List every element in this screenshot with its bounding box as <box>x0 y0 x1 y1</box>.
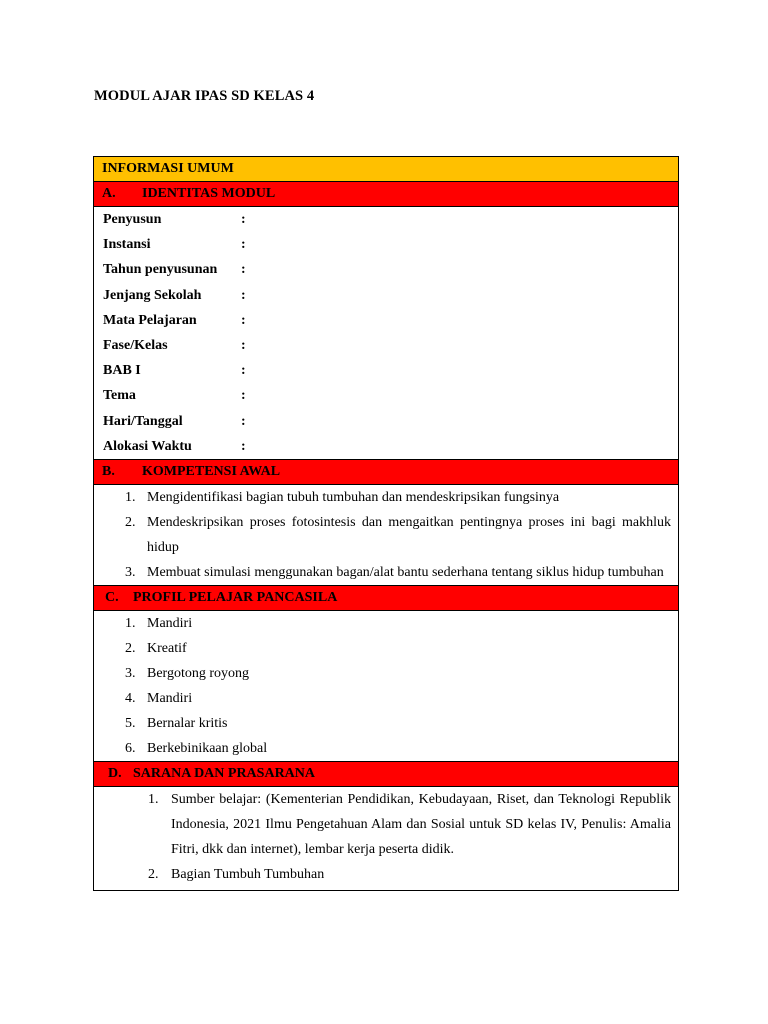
identity-row <box>94 333 678 358</box>
list-item <box>94 862 678 887</box>
section-a-letter: A. <box>102 186 116 201</box>
field-colon: : <box>241 363 246 379</box>
identity-row <box>94 207 678 232</box>
field-label: Alokasi Waktu <box>103 438 192 454</box>
list-number: 4. <box>125 690 136 706</box>
section-a-label: IDENTITAS MODUL <box>142 186 276 201</box>
list-number: 5. <box>125 715 136 731</box>
list-item <box>94 485 678 510</box>
section-d-label: SARANA DAN PRASARANA <box>133 765 316 781</box>
list-text: Bernalar kritis <box>147 715 228 731</box>
profil-pelajar-list <box>94 611 678 762</box>
list-number: 3. <box>125 665 136 681</box>
list-number: 1. <box>125 615 136 631</box>
section-c-letter: C. <box>105 589 119 605</box>
identity-row <box>94 283 678 308</box>
list-item <box>94 510 678 560</box>
list-text: Membuat simulasi menggunakan bagan/alat bantu sederhana tentang siklus hidup tumbuhan <box>147 564 664 580</box>
section-b-letter: B. <box>102 463 115 479</box>
field-label: BAB I <box>103 363 141 379</box>
identity-row <box>94 257 678 282</box>
field-colon: : <box>241 413 246 429</box>
list-text: Bergotong royong <box>147 665 250 681</box>
list-text: Mandiri <box>147 690 193 706</box>
identity-row <box>94 308 678 333</box>
field-label: Mata Pelajaran <box>103 312 197 328</box>
list-text: Mendeskripsikan proses fotosintesis dan mengaitkan pentingnya proses ini bagi makhluk hidup <box>147 514 671 555</box>
field-label: Tahun penyusunan <box>103 262 218 278</box>
section-d-letter: D. <box>108 765 122 781</box>
field-label: Tema <box>103 388 136 404</box>
field-colon: : <box>241 287 246 303</box>
module-info-table <box>93 156 679 891</box>
field-colon: : <box>241 212 246 227</box>
list-number: 6. <box>125 740 136 756</box>
list-number: 2. <box>125 514 136 530</box>
list-text: Mengidentifikasi bagian tubuh tumbuhan dan mendeskripsikan fungsinya <box>147 489 560 505</box>
list-number: 1. <box>125 489 136 505</box>
list-item <box>94 560 678 585</box>
field-colon: : <box>241 337 246 353</box>
field-colon: : <box>241 262 246 278</box>
identity-fields <box>94 207 678 460</box>
list-item <box>94 787 678 862</box>
field-colon: : <box>241 388 246 404</box>
document-title: MODUL AJAR IPAS SD KELAS 4 <box>94 88 315 104</box>
identity-row <box>94 383 678 408</box>
list-text: Bagian Tumbuh Tumbuhan <box>171 866 325 882</box>
list-item <box>94 686 678 711</box>
list-item <box>94 711 678 736</box>
list-text: Kreatif <box>147 640 187 656</box>
section-a-header <box>94 182 678 207</box>
section-b-label: KOMPETENSI AWAL <box>142 463 281 479</box>
list-number: 2. <box>125 640 136 656</box>
kompetensi-awal-list <box>94 485 678 586</box>
field-label: Penyusun <box>103 212 162 227</box>
list-item <box>94 636 678 661</box>
list-text: Berkebinikaan global <box>147 740 268 756</box>
field-label: Jenjang Sekolah <box>103 287 202 303</box>
list-text: Mandiri <box>147 615 193 631</box>
section-d-header <box>94 762 678 787</box>
list-number: 2. <box>148 866 159 882</box>
field-label: Instansi <box>103 237 151 253</box>
section-b-header <box>94 460 678 485</box>
field-colon: : <box>241 438 246 454</box>
list-number: 1. <box>148 791 159 807</box>
section-c-header <box>94 586 678 611</box>
informasi-umum-label: INFORMASI UMUM <box>102 161 234 176</box>
section-c-label: PROFIL PELAJAR PANCASILA <box>133 589 338 605</box>
list-item <box>94 736 678 761</box>
identity-row <box>94 434 678 459</box>
field-label: Hari/Tanggal <box>103 413 183 429</box>
field-label: Fase/Kelas <box>103 337 168 353</box>
informasi-umum-header <box>94 157 678 182</box>
list-item <box>94 611 678 636</box>
identity-row <box>94 409 678 434</box>
list-item <box>94 661 678 686</box>
list-text: Sumber belajar: (Kementerian Pendidikan, Kebudayaan, Riset, dan Teknologi Republik Indonesia, 2021 Ilmu Pengetahuan Alam dan Sosial untuk SD kelas IV, Penulis: Amalia Fitri, dkk dan internet), lembar kerja peserta didik. <box>171 791 671 857</box>
identity-row <box>94 232 678 257</box>
field-colon: : <box>241 312 246 328</box>
field-colon: : <box>241 237 246 253</box>
sarana-prasarana-list <box>94 787 678 890</box>
identity-row <box>94 358 678 383</box>
list-number: 3. <box>125 564 136 580</box>
